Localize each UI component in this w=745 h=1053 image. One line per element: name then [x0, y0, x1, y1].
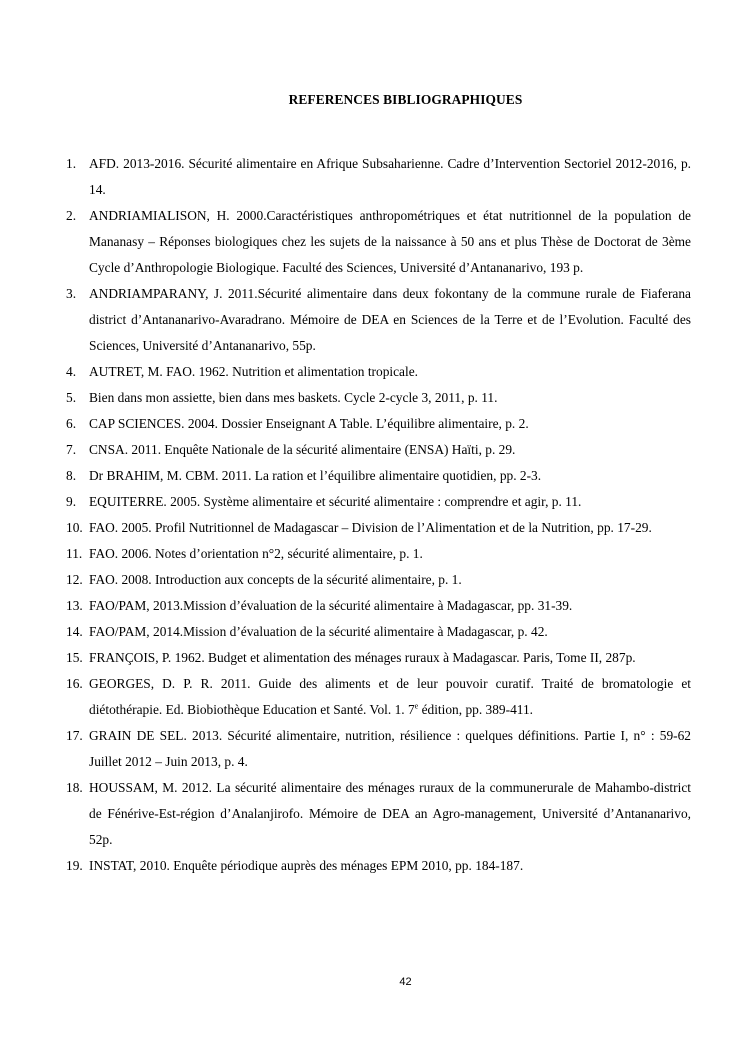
superscript-ordinal: e	[414, 701, 419, 711]
reference-text: FAO/PAM, 2014.Mission d’évaluation de la sécurité alimentaire à Madagascar, p. 42.	[89, 624, 548, 639]
reference-text-tail: édition, pp. 389-411.	[418, 702, 534, 717]
reference-number: 6.	[66, 416, 77, 431]
reference-item	[0, 151, 691, 203]
page-title: REFERENCES BIBLIOGRAPHIQUES	[288, 92, 523, 107]
reference-number: 2.	[66, 208, 77, 223]
reference-text: FRANÇOIS, P. 1962. Budget et alimentation des ménages ruraux à Madagascar. Paris, Tome II, 287p.	[89, 650, 636, 665]
reference-text: CAP SCIENCES. 2004. Dossier Enseignant A Table. L’équilibre alimentaire, p. 2.	[89, 416, 529, 431]
reference-item	[0, 671, 691, 723]
reference-number: 13.	[66, 598, 83, 613]
reference-list	[0, 151, 745, 879]
reference-text: Bien dans mon assiette, bien dans mes baskets. Cycle 2-cycle 3, 2011, p. 11.	[89, 390, 498, 405]
page-number: 42	[399, 976, 412, 988]
reference-text: CNSA. 2011. Enquête Nationale de la sécurité alimentaire (ENSA) Haïti, p. 29.	[89, 442, 516, 457]
reference-item	[0, 853, 691, 879]
reference-text: HOUSSAM, M. 2012. La sécurité alimentaire des ménages ruraux de la communerurale de Mahambo-district de Fénérive-Est-région d’Analanjirofo. Mémoire de DEA an Agro-management, Université d’Antananarivo, 52p.	[89, 780, 691, 847]
reference-number: 16.	[66, 676, 83, 691]
reference-item	[0, 593, 691, 619]
reference-number: 4.	[66, 364, 77, 379]
reference-item	[0, 645, 691, 671]
reference-number: 17.	[66, 728, 83, 743]
reference-number: 5.	[66, 390, 77, 405]
reference-text: FAO. 2008. Introduction aux concepts de la sécurité alimentaire, p. 1.	[89, 572, 462, 587]
reference-text: ANDRIAMPARANY, J. 2011.Sécurité alimentaire dans deux fokontany de la commune rurale de Fiaferana district d’Antananarivo-Avaradrano. Mémoire de DEA en Sciences de la Terre et de l’Evolution. Faculté des Sciences, Université d’Antananarivo, 55p.	[89, 286, 691, 353]
reference-item	[0, 463, 691, 489]
reference-number: 10.	[66, 520, 83, 535]
reference-number: 14.	[66, 624, 83, 639]
reference-text: EQUITERRE. 2005. Système alimentaire et sécurité alimentaire : comprendre et agir, p. 11.	[89, 494, 582, 509]
reference-number: 12.	[66, 572, 83, 587]
reference-item	[0, 541, 691, 567]
reference-item	[0, 567, 691, 593]
reference-item	[0, 723, 691, 775]
reference-text: FAO/PAM, 2013.Mission d’évaluation de la sécurité alimentaire à Madagascar, pp. 31-39.	[89, 598, 573, 613]
reference-text: ANDRIAMIALISON, H. 2000.Caractéristiques anthropométriques et état nutritionnel de la population de Mananasy – Réponses biologiques chez les sujets de la naissance à 50 ans et plus Thèse de Doctorat de 3ème Cycle d’Anthropologie Biologique. Faculté des Sciences, Université d’Antananarivo, 193 p.	[89, 208, 691, 275]
reference-item	[0, 775, 691, 853]
reference-text: GRAIN DE SEL. 2013. Sécurité alimentaire, nutrition, résilience : quelques définitions. Partie I, n° : 59-62 Juillet 2012 – Juin 2013, p. 4.	[89, 728, 691, 769]
reference-item	[0, 619, 691, 645]
reference-number: 3.	[66, 286, 77, 301]
reference-number: 11.	[66, 546, 83, 561]
reference-text: AFD. 2013-2016. Sécurité alimentaire en Afrique Subsaharienne. Cadre d’Intervention Sectoriel 2012-2016, p. 14.	[89, 156, 691, 197]
reference-text-main: GEORGES, D. P. R. 2011. Guide des aliments et de leur pouvoir curatif. Traité de bromatologie et diétothérapie. Ed. Biobiothèque Education et Santé. Vol. 1. 7	[89, 676, 691, 717]
reference-item	[0, 515, 691, 541]
reference-number: 7.	[66, 442, 77, 457]
reference-number: 9.	[66, 494, 77, 509]
reference-text: Dr BRAHIM, M. CBM. 2011. La ration et l’équilibre alimentaire quotidien, pp. 2-3.	[89, 468, 542, 483]
reference-text: INSTAT, 2010. Enquête périodique auprès des ménages EPM 2010, pp. 184-187.	[89, 858, 524, 873]
reference-item	[0, 385, 691, 411]
reference-item	[0, 203, 691, 281]
reference-text: AUTRET, M. FAO. 1962. Nutrition et alimentation tropicale.	[89, 364, 419, 379]
reference-number: 8.	[66, 468, 77, 483]
reference-item	[0, 411, 691, 437]
reference-item	[0, 359, 691, 385]
reference-number: 1.	[66, 156, 77, 171]
reference-item	[0, 437, 691, 463]
reference-number: 18.	[66, 780, 83, 795]
reference-text: FAO. 2006. Notes d’orientation n°2, sécurité alimentaire, p. 1.	[89, 546, 423, 561]
reference-number: 19.	[66, 858, 83, 873]
reference-number: 15.	[66, 650, 83, 665]
reference-item	[0, 489, 691, 515]
reference-text: FAO. 2005. Profil Nutritionnel de Madagascar – Division de l’Alimentation et de la Nutrition, pp. 17-29.	[89, 520, 652, 535]
reference-item	[0, 281, 691, 359]
reference-text	[89, 671, 691, 723]
